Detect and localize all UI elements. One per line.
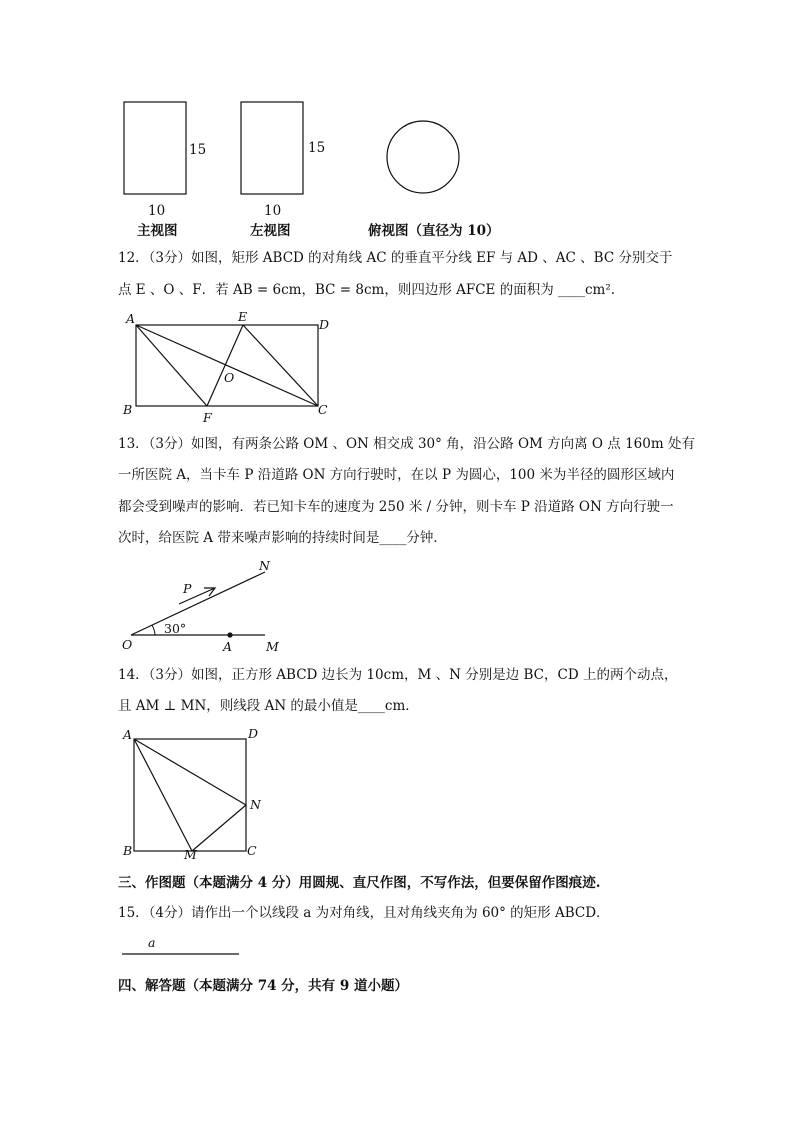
- section-3-heading: 三、作图题（本题满分 4 分）用圆规、直尺作图，不写作法，但要保留作图痕迹.: [118, 875, 601, 891]
- left-view-rect: [241, 102, 303, 194]
- left-view-width: 10: [264, 203, 282, 219]
- left-view-height: 15: [308, 140, 326, 156]
- segment-ef: [207, 325, 243, 406]
- segment-ec: [243, 325, 318, 406]
- q14-label-n: N: [250, 797, 261, 812]
- q12-label-f: F: [203, 410, 212, 425]
- q12-label-d: D: [319, 317, 330, 332]
- q14-label-d: D: [248, 726, 259, 741]
- q13-label-a: A: [223, 639, 233, 654]
- segment-af: [136, 325, 207, 406]
- hospital-point: [227, 632, 232, 637]
- q14-label-a: A: [123, 727, 133, 742]
- q15-segment-a: [118, 950, 248, 960]
- top-view-caption: 俯视图（直径为 10）: [368, 223, 500, 239]
- road-on: [131, 572, 265, 635]
- segment-mn: [192, 805, 246, 851]
- q15-segment-label: a: [148, 935, 156, 950]
- q12-label-o: O: [224, 370, 235, 385]
- top-view-circle: [387, 121, 459, 193]
- q14-label-m: M: [184, 847, 197, 862]
- q13-label-p: P: [183, 581, 192, 596]
- q13-text-line1: 13．（3分）如图，有两条公路 OM 、ON 相交成 30° 角，沿公路 OM 方向离 O 点 160m 处有: [118, 436, 695, 452]
- q13-label-angle: 30°: [164, 621, 187, 636]
- q14-text-line2: 且 AM ⊥ MN，则线段 AN 的最小值是____cm．: [118, 698, 419, 714]
- q12-text-line2: 点 E 、O 、F．若 AB = 6cm，BC = 8cm，则四边形 AFCE 的面积为 ____cm².: [118, 282, 616, 298]
- q12-label-a: A: [126, 311, 136, 326]
- q13-text-line2: 一所医院 A，当卡车 P 沿道路 ON 方向行驶时，在以 P 为圆心，100 米为半径的圆形区域内: [118, 467, 675, 483]
- q14-text-line1: 14．（3分）如图，正方形 ABCD 边长为 10cm，M 、N 分别是边 BC，CD 上的两个动点，: [118, 667, 678, 683]
- angle-arc: [152, 625, 155, 635]
- q12-label-e: E: [238, 309, 248, 324]
- front-view-caption: 主视图: [137, 223, 178, 239]
- q14-label-c: C: [247, 843, 257, 858]
- front-view-width: 10: [148, 203, 166, 219]
- q13-label-n: N: [259, 558, 270, 573]
- q12-label-c: C: [318, 402, 328, 417]
- q13-text-line4: 次时，给医院 A 带来噪声影响的持续时间是____分钟．: [118, 530, 447, 546]
- q14-label-b: B: [123, 843, 133, 858]
- q13-text-line3: 都会受到噪声的影响．若已知卡车的速度为 250 米 / 分钟，则卡车 P 沿道路 ON 方向行驶一: [118, 499, 674, 515]
- q12-rectangle-figure: [110, 305, 350, 425]
- front-view-rect: [124, 102, 186, 194]
- q12-label-b: B: [123, 402, 133, 417]
- section-4-heading: 四、解答题（本题满分 74 分，共有 9 道小题）: [118, 978, 408, 994]
- diagonal-ac: [136, 325, 318, 406]
- q13-label-o: O: [122, 637, 133, 652]
- q13-label-m: M: [266, 639, 279, 654]
- front-view-height: 15: [189, 142, 207, 158]
- q15-text-line1: 15．（4分）请作出一个以线段 a 为对角线，且对角线夹角为 60° 的矩形 ABCD．: [118, 905, 610, 921]
- q12-text-line1: 12．（3分）如图，矩形 ABCD 的对角线 AC 的垂直平分线 EF 与 AD 、AC 、BC 分别交于: [118, 250, 673, 266]
- left-view-caption: 左视图: [250, 223, 291, 239]
